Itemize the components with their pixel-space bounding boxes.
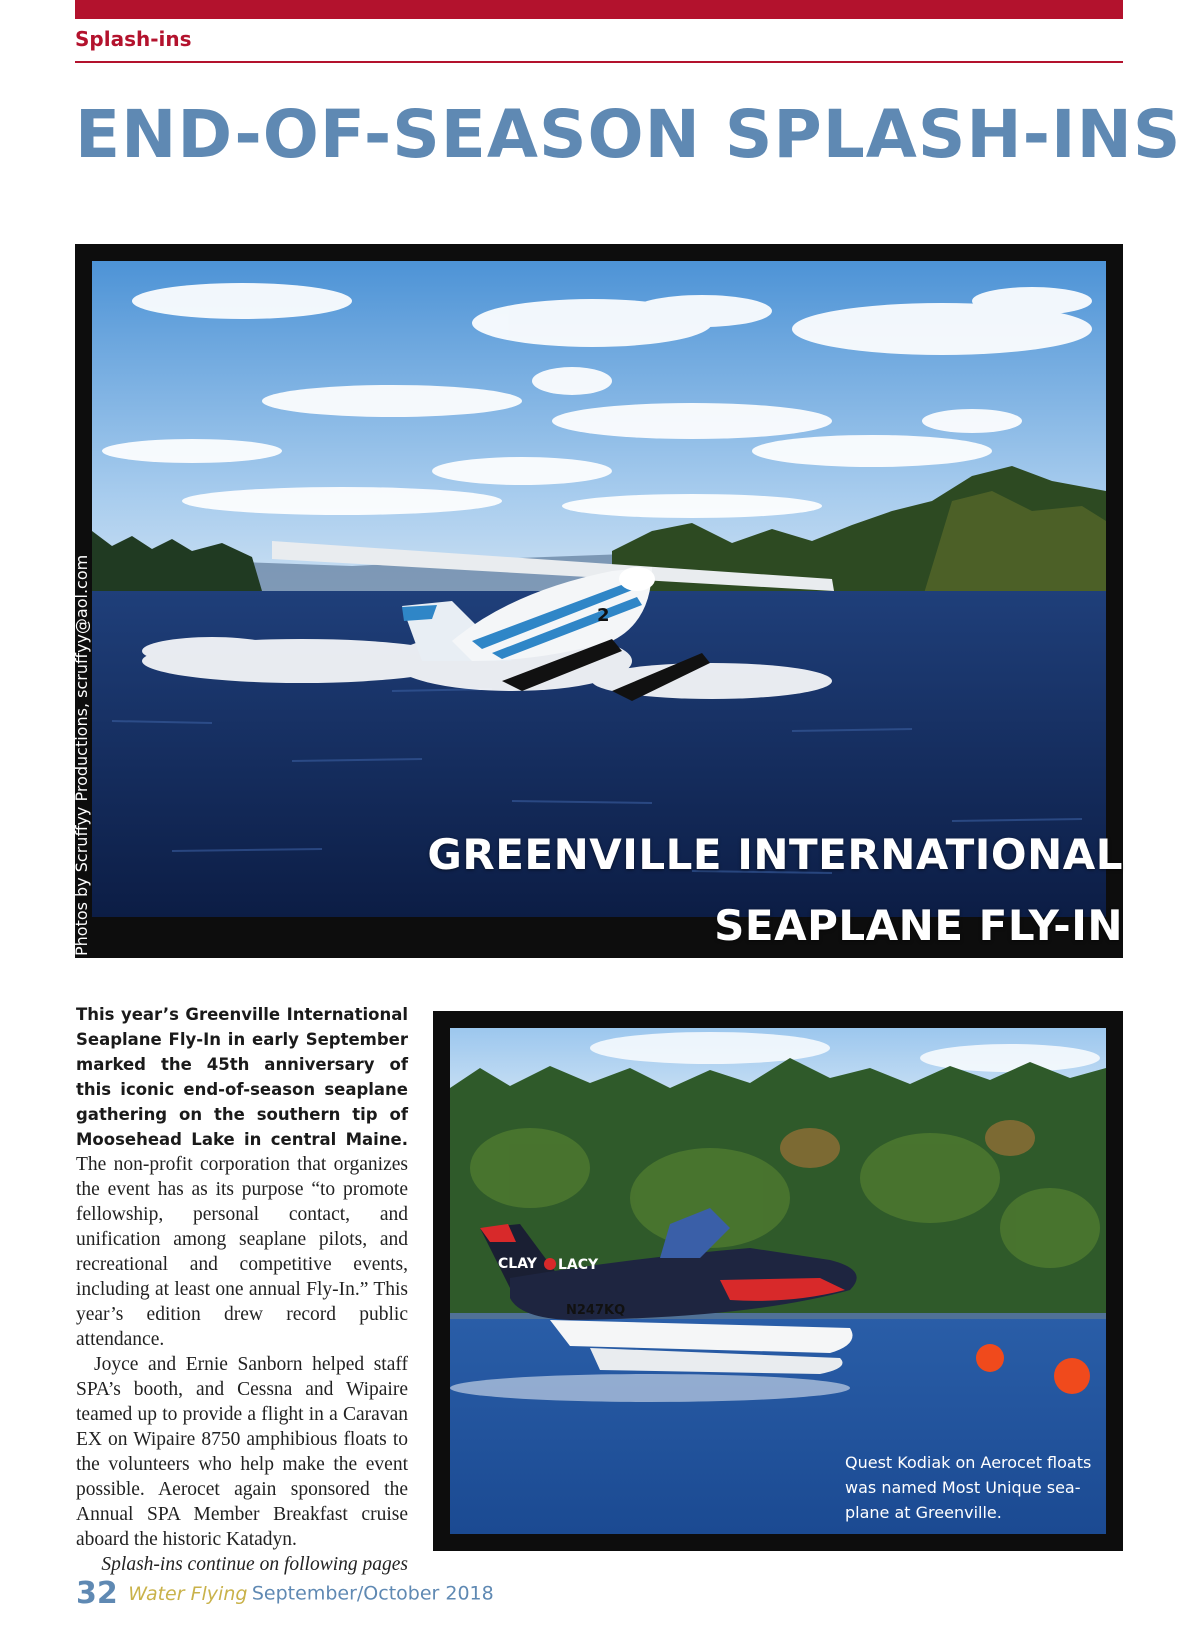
continue-note: Splash-ins continue on following pages	[101, 1554, 408, 1575]
registration-marking: N247KQ	[566, 1303, 626, 1318]
plane-number: 2	[597, 605, 610, 626]
article-paragraph-1: The non-profit corporation that organizes the event has as its purpose “to promote fellowship, personal contact, and unification among seaplane pilots, and recreational and competitive events, including at least one annual Fly-In.” This year’s edition drew record public attendance.	[76, 1154, 408, 1350]
section-label: Splash-ins	[75, 27, 192, 51]
page-headline: END-OF-SEASON SPLASH-INS	[75, 96, 1182, 173]
photo-caption: Quest Kodiak on Aerocet floats was named Most Unique sea-plane at Greenville.	[845, 1453, 1092, 1522]
page-footer	[76, 1576, 494, 1611]
tail-brand: CLAY	[498, 1256, 537, 1272]
feature-title-line2: SEAPLANE FLY-IN	[714, 901, 1123, 950]
article-body	[76, 1002, 408, 1577]
article-paragraph-2: Joyce and Ernie Sanborn helped staff SPA’s booth, and Cessna and Wipaire teamed up to provide a flight in a Caravan EX on Wipaire 8750 amphibious floats to the volunteers who help make the event possible. Aerocet again sponsored the Annual SPA Member Breakfast cruise aboard the historic Katadyn.	[76, 1354, 408, 1550]
seaplane-takeoff-image	[92, 261, 1106, 917]
section-rule	[75, 61, 1123, 63]
photo-credit: Photos by Scruffyy Productions, scruffyy@aol.com	[72, 554, 91, 956]
magazine-name: Water Flying	[128, 1582, 248, 1605]
issue-date: September/October 2018	[251, 1582, 494, 1605]
tail-brand-2: LACY	[558, 1257, 599, 1273]
feature-title-line1: GREENVILLE INTERNATIONAL	[427, 830, 1123, 879]
top-accent-bar	[75, 0, 1123, 19]
page-number: 32	[76, 1576, 118, 1611]
article-lead: This year’s Greenville International Seaplane Fly-In in early September marked the 45th anniversary of this iconic end-of-season seaplane gathering on the southern tip of Moosehead Lake in central Maine.	[76, 1005, 408, 1149]
